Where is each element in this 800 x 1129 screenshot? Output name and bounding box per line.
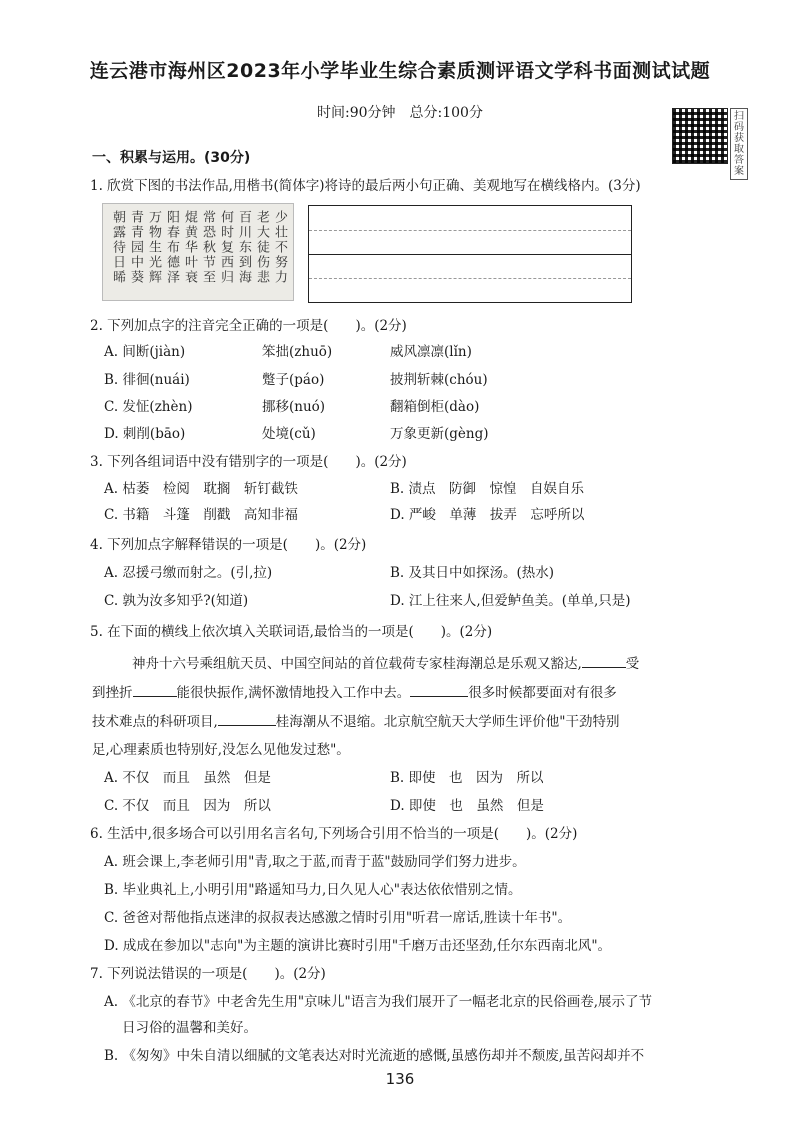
- blank-2[interactable]: [133, 696, 177, 697]
- q2-option-c-3: 翻箱倒柜(dào): [390, 399, 480, 415]
- q4-option-a: A. 忍援弓缴而射之。(引,拉): [104, 565, 273, 581]
- blank-4[interactable]: [218, 725, 276, 726]
- q5-option-a: A. 不仅 而且 虽然 但是: [104, 770, 271, 786]
- q6-option-a: A. 班会课上,李老师引用"青,取之于蓝,而青于蓝"鼓励同学们努力进步。: [104, 854, 526, 870]
- calligraphy-image: 少壮不努力 老大徒伤悲 百川东到海 何时复西归 常恐秋节至 焜黄华叶衰 阳春布德泽 万物生光辉 青青园中葵 朝露待日晞: [102, 203, 294, 301]
- qr-caption: 扫码获取答案: [730, 108, 748, 180]
- question-4-stem: 4. 下列加点字解释错误的一项是( )。(2分): [90, 537, 367, 553]
- question-2-stem: 2. 下列加点字的注音完全正确的一项是( )。(2分): [90, 318, 407, 334]
- q5-passage-text: 神舟十六号乘组航天员、中国空间站的首位载荷专家桂海潮总是乐观又豁达,: [132, 656, 582, 672]
- q5-option-b: B. 即使 也 因为 所以: [390, 770, 544, 786]
- q5-passage-text: 桂海潮从不退缩。北京航空航天大学师生评价他"干劲特别: [275, 714, 620, 730]
- q5-passage-text: 受: [625, 656, 640, 672]
- q2-option-d-3: 万象更新(gèng): [390, 426, 489, 442]
- question-7-stem: 7. 下列说法错误的一项是( )。(2分): [90, 966, 326, 982]
- q2-option-c-2: 挪移(nuó): [262, 399, 326, 415]
- q6-option-c: C. 爸爸对帮他指点迷津的叔叔表达感激之情时引用"听君一席话,胜读十年书"。: [104, 910, 572, 926]
- question-5-stem: 5. 在下面的横线上依次填入关联词语,最恰当的一项是( )。(2分): [90, 624, 493, 640]
- question-6-stem: 6. 生活中,很多场合可以引用名言名句,下列场合引用不恰当的一项是( )。(2分): [90, 826, 578, 842]
- q2-option-a: A. 间断(jiàn): [104, 344, 186, 360]
- q5-option-c: C. 不仅 而且 因为 所以: [104, 798, 271, 814]
- q3-option-a: A. 枯萎 检阅 耽搁 斩钉截铁: [104, 481, 298, 497]
- q2-option-c: C. 发怔(zhèn): [104, 399, 193, 415]
- q2-option-b: B. 徘徊(nuái): [104, 372, 190, 388]
- q6-option-d: D. 成成在参加以"志向"为主题的演讲比赛时引用"千磨万击还坚劲,任尔东西南北风"。: [104, 938, 612, 954]
- page-title: 连云港市海州区2023年小学毕业生综合素质测评语文学科书面测试试题: [89, 60, 711, 82]
- blank-3[interactable]: [410, 696, 468, 697]
- q7-option-a-cont: 日习俗的温馨和美好。: [122, 1020, 257, 1036]
- q5-passage-text: 到挫折: [92, 685, 133, 701]
- q5-passage-line-3: [92, 712, 620, 732]
- section-heading: 一、积累与运用。(30分): [92, 150, 251, 166]
- q6-option-b: B. 毕业典礼上,小明引用"路遥知马力,日久见人心"表达依依惜别之情。: [104, 882, 522, 898]
- q4-option-d: D. 江上往来人,但爱鲈鱼美。(单单,只是): [390, 593, 631, 609]
- q4-option-c: C. 孰为汝多知乎?(知道): [104, 593, 249, 609]
- q5-passage-text: 很多时候都要面对有很多: [468, 685, 617, 701]
- q7-option-a: A. 《北京的春节》中老舍先生用"京味儿"语言为我们展开了一幅老北京的民俗画卷,展示了节: [104, 994, 653, 1010]
- blank-1[interactable]: [582, 667, 626, 668]
- q5-passage-line-4: 足,心理素质也特别好,没怎么见他发过愁"。: [92, 742, 350, 758]
- page-number: 136: [385, 1070, 415, 1088]
- q2-option-a-2: 笨拙(zhuō): [262, 344, 333, 360]
- q5-passage-line-1: [132, 654, 639, 674]
- q2-option-b-3: 披荆斩棘(chóu): [390, 372, 488, 388]
- q3-option-c: C. 书籍 斗篷 削戳 高知非福: [104, 507, 298, 523]
- q7-option-b: B. 《匆匆》中朱自清以细腻的文笔表达对时光流逝的感慨,虽感伤却并不颓废,虽苦闷却并不: [104, 1048, 645, 1064]
- q2-option-b-2: 蹩子(páo): [262, 372, 325, 388]
- q3-option-d: D. 严峻 单薄 拔弄 忘呼所以: [390, 507, 585, 523]
- q5-option-d: D. 即使 也 虽然 但是: [390, 798, 544, 814]
- q2-option-a-3: 威风凛凛(lǐn): [390, 344, 472, 360]
- q4-option-b: B. 及其日中如探汤。(热水): [390, 565, 555, 581]
- q3-option-b: B. 渍点 防御 惊惶 自娱自乐: [390, 481, 585, 497]
- question-3-stem: 3. 下列各组词语中没有错别字的一项是( )。(2分): [90, 454, 407, 470]
- q2-option-d-2: 处境(cǔ): [262, 426, 316, 442]
- qr-code-icon: [672, 108, 728, 164]
- q5-passage-line-2: [92, 683, 617, 703]
- exam-time-score: 时间:90分钟 总分:100分: [317, 105, 483, 121]
- q5-passage-text: 技术难点的科研项目,: [92, 714, 218, 730]
- question-1-stem: 1. 欣赏下图的书法作品,用楷书(简体字)将诗的最后两小句正确、美观地写在横线格内。(3分): [90, 178, 641, 194]
- writing-grid[interactable]: [308, 205, 632, 303]
- q5-passage-text: 能很快振作,满怀激情地投入工作中去。: [176, 685, 411, 701]
- q2-option-d: D. 刺削(bāo): [104, 426, 186, 442]
